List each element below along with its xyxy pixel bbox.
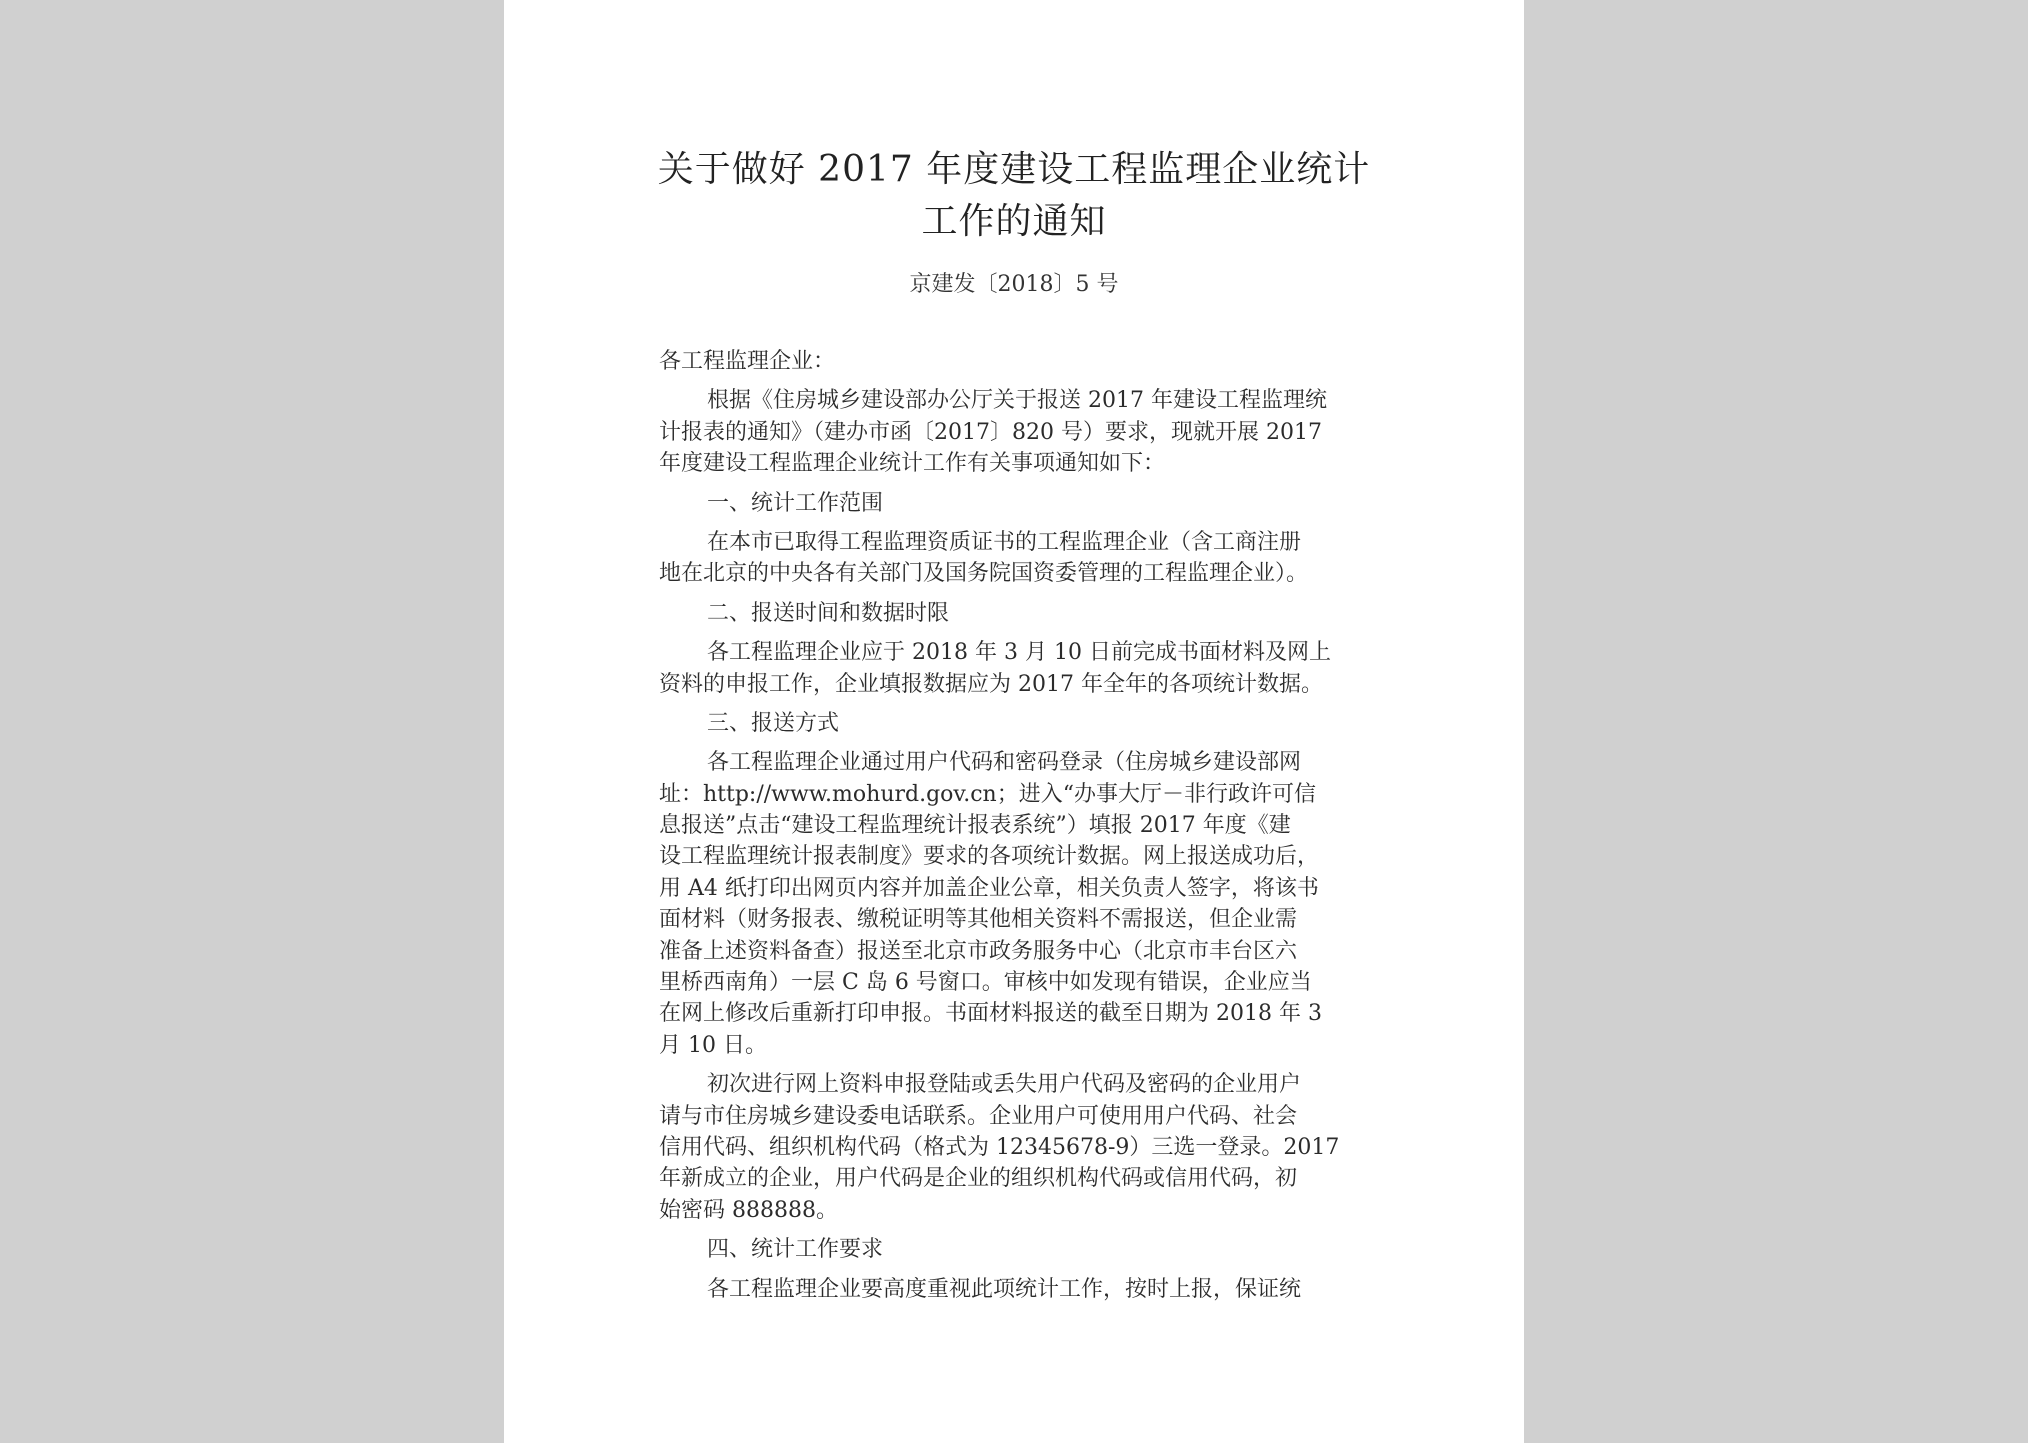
paragraph-line: 初次进行网上资料申报登陆或丢失用户代码及密码的企业用户 [707,1072,1302,1098]
document-page [504,0,1524,1443]
paragraph-line: 信用代码、组织机构代码（格式为 12345678-9）三选一登录。2017 [659,1134,1340,1160]
paragraph-line: 面材料（财务报表、缴税证明等其他相关资料不需报送，但企业需 [659,907,1298,933]
paragraph-line: 在本市已取得工程监理资质证书的工程监理企业（含工商注册 [707,529,1302,555]
paragraph-line: 计报表的通知》（建办市函〔2017〕820 号）要求，现就开展 2017 [659,419,1322,445]
section-heading-scope: 一、统计工作范围 [707,490,884,516]
paragraph-line: 年新成立的企业，用户代码是企业的组织机构代码或信用代码，初 [659,1166,1298,1192]
paragraph-line: 各工程监理企业要高度重视此项统计工作，按时上报，保证统 [707,1276,1302,1302]
section-heading-timing: 二、报送时间和数据时限 [707,600,950,626]
paragraph-line: 各工程监理企业通过用户代码和密码登录（住房城乡建设部网 [707,750,1302,776]
section-heading-requirements: 四、统计工作要求 [707,1237,884,1263]
paragraph-line: 地在北京的中央各有关部门及国务院国资委管理的工程监理企业）。 [659,561,1309,587]
paragraph-line: 息报送”点击“建设工程监理统计报表系统”）填报 2017 年度《建 [659,813,1291,839]
paragraph-line: 址：http://www.mohurd.gov.cn；进入“办事大厅－非行政许可信 [659,781,1316,807]
paragraph-line: 年度建设工程监理企业统计工作有关事项通知如下： [659,451,1166,477]
paragraph-line: 始密码 888888。 [659,1197,838,1223]
paragraph-line: 请与市住房城乡建设委电话联系。企业用户可使用用户代码、社会 [659,1103,1298,1129]
paragraph-line: 资料的申报工作，企业填报数据应为 2017 年全年的各项统计数据。 [659,671,1323,697]
document-number: 京建发〔2018〕5 号 [909,272,1119,297]
document-body [659,346,1389,1305]
paragraph-line: 月 10 日。 [659,1032,767,1058]
paragraph-line: 设工程监理统计报表制度》要求的各项统计数据。网上报送成功后， [659,844,1320,870]
paragraph-line: 在网上修改后重新打印申报。书面材料报送的截至日期为 2018 年 3 [659,1001,1322,1027]
paragraph-line: 准备上述资料备查）报送至北京市政务服务中心（北京市丰台区六 [659,938,1298,964]
document-title-line2: 工作的通知 [921,201,1107,242]
paragraph-line: 各工程监理企业应于 2018 年 3 月 10 日前完成书面材料及网上 [707,640,1331,666]
paragraph-line: 里桥西南角）一层 C 岛 6 号窗口。审核中如发现有错误，企业应当 [659,970,1312,996]
salutation: 各工程监理企业： [659,349,836,374]
section-heading-method: 三、报送方式 [707,710,840,736]
paragraph-line: 根据《住房城乡建设部办公厅关于报送 2017 年建设工程监理统 [707,388,1327,414]
document-title-line1: 关于做好 2017 年度建设工程监理企业统计 [657,149,1371,190]
paragraph-line: 用 A4 纸打印出网页内容并加盖企业公章，相关负责人签字，将该书 [659,875,1319,901]
